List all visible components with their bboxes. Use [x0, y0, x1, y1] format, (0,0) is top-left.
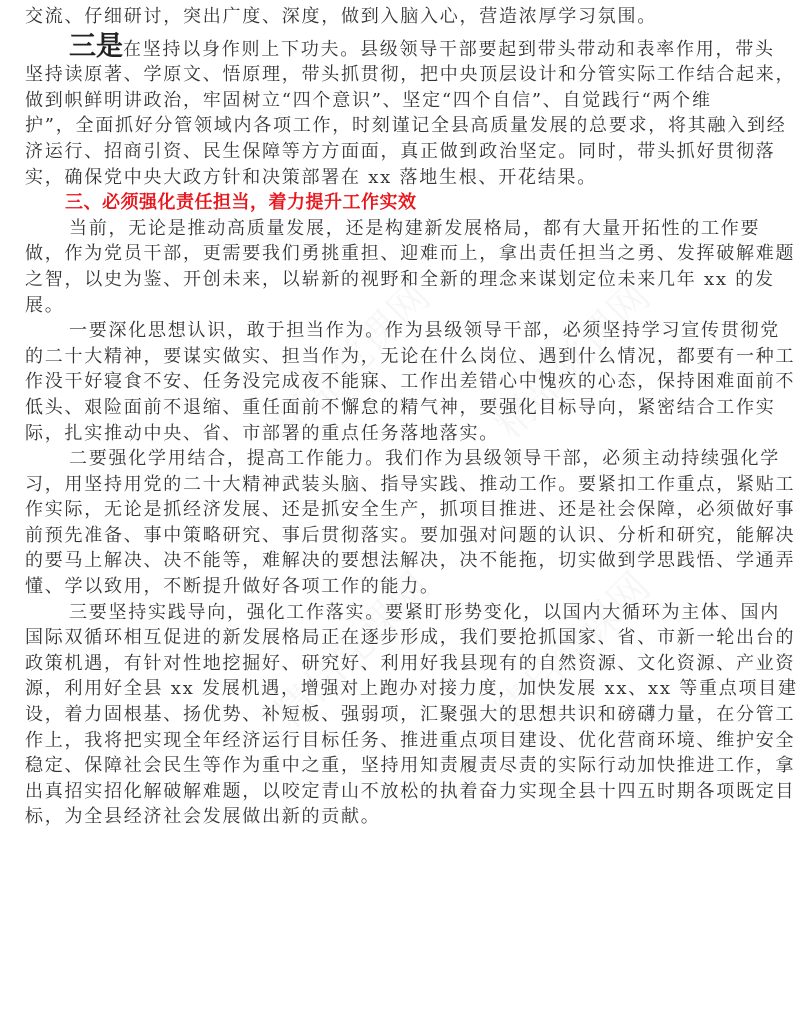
text-line: 实，确保党中央大政方针和决策部署在 xx 落地生根、开花结果。: [25, 166, 597, 188]
text-line-body: 在坚持以身作则上下功夫。县级领导干部要起到带头带动和表率作用，带头: [123, 38, 775, 60]
text-line: 前预先准备、事中策略研究、事后贯彻落实。要加强对问题的认识、分析和研究，能解决: [25, 524, 796, 546]
text-line: 作没干好寝食不安、任务没完成夜不能寐、工作出差错心中愧疚的心态，保持困难面前不: [25, 371, 796, 393]
paragraph: [25, 600, 798, 830]
text-line: 低头、艰险面前不退缩、重任面前不懈怠的精气神，要强化目标导向，紧密结合工作实: [25, 396, 776, 418]
paragraph: [25, 216, 795, 318]
text-line: 标，为全县经济社会发展做出新的贡献。: [25, 806, 381, 828]
text-line: 坚持读原著、学原文、悟原理，带头抓贯彻，把中央顶层设计和分管实际工作结合起来，: [25, 64, 796, 86]
document-page: [25, 4, 798, 830]
text-line: 济运行、招商引资、民生保障等方方面面，真正做到政治坚定。同时，带头抓好贯彻落: [25, 140, 776, 162]
text-line: 设，着力固根基、扬优势、补短板、强弱项，汇聚强大的思想共识和磅礴力量，在分管工: [25, 704, 796, 726]
text-line: 展。: [25, 294, 65, 316]
text-line: 际，扎实推动中央、省、市部署的重点任务落地落实。: [25, 422, 499, 444]
text-line: 交流、仔细研讨，突出广度、深度，做到入脑入心，营造浓厚学习氛围。: [25, 6, 657, 27]
text-line: 政策机遇，有针对性地挖掘好、研究好、利用好我县现有的自然资源、文化资源、产业资: [25, 652, 796, 674]
text-line: 一要深化思想认识，敢于担当作为。作为县级领导干部，必须坚持学习宣传贯彻党: [69, 320, 780, 342]
text-line: 之智，以史为鉴、开创未来，以崭新的视野和全新的理念来谋划定位未来几年 xx 的发: [25, 268, 775, 290]
text-line: 懂、学以致用，不断提升做好各项工作的能力。: [25, 576, 440, 598]
paragraph: [25, 318, 795, 446]
text-line: 作实际，无论是抓经济发展、还是抓安全生产，抓项目推进、还是社会保障，必须做好事: [25, 499, 796, 521]
paragraph: [25, 446, 795, 600]
text-line: 稳定、保障社会民生等作为重中之重，坚持用知责履责尽责的实际行动加快推进工作，拿: [25, 755, 796, 777]
text-line: [25, 30, 795, 63]
text-line: 的要马上解决、决不能等，难解决的要想法解决，决不能拖，切实做到学思践悟、学通弄: [25, 550, 796, 572]
paragraph: [25, 30, 796, 191]
paragraph: [25, 4, 795, 30]
text-line: 护”，全面抓好分管领域内各项工作，时刻谨记全县高质量发展的总要求，将其融入到经: [25, 115, 787, 137]
text-line: 当前，无论是推动高质量发展，还是构建新发展格局，都有大量开拓性的工作要: [69, 217, 761, 239]
lead-word: 三是: [69, 30, 123, 62]
text-line: 国际双循环相互促进的新发展格局正在逐步形成，我们要抢抓国家、省、市新一轮出台的: [25, 627, 796, 649]
text-line: 作上，我将把实现全年经济运行目标任务、推进重点项目建设、优化营商环境、维护安全: [25, 729, 796, 751]
text-line: 做到帜鲜明讲政治，牢固树立“四个意识”、坚定“四个自信”、自觉践行“两个维: [25, 89, 712, 111]
text-line: 做，作为党员干部，更需要我们勇挑重担、迎难而上，拿出责任担当之勇、发挥破解难题: [25, 243, 796, 265]
text-line: 源，利用好全县 xx 发展机遇，增强对上跑办对接力度，加快发展 xx、xx 等重点项目建: [25, 678, 798, 700]
section-heading: 三、必须强化责任担当，着力提升工作实效: [65, 192, 417, 214]
text-line: 三要坚持实践导向，强化工作落实。要紧盯形势变化，以国内大循环为主体、国内: [69, 601, 780, 623]
text-line: 出真招实招化解破解难题，以咬定青山不放松的执着奋力实现全县十四五时期各项既定目: [25, 780, 796, 802]
text-line: 的二十大精神，要谋实做实、担当作为，无论在什么岗位、遇到什么情况，都要有一种工: [25, 345, 796, 367]
text-line: 习，用坚持用党的二十大精神武装头脑、指导实践、推动工作。要紧扣工作重点，紧贴工: [25, 473, 796, 495]
text-line: 二要强化学用结合，提高工作能力。我们作为县级领导干部，必须主动持续强化学: [69, 448, 780, 470]
